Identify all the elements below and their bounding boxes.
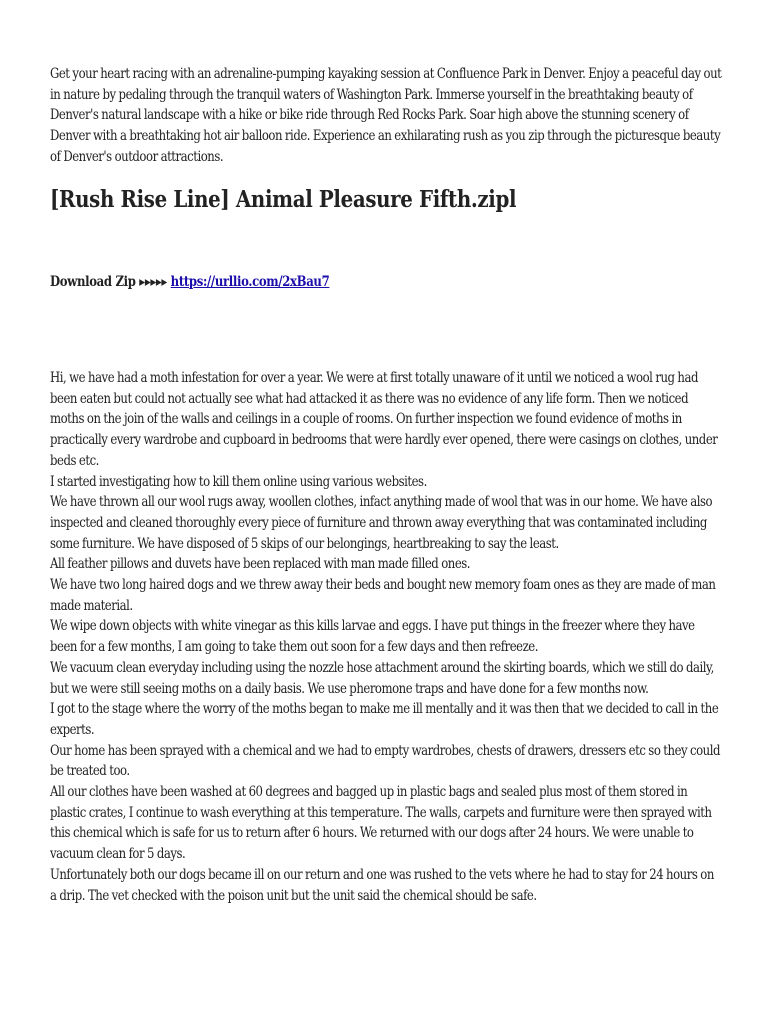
body-paragraph-7: We vacuum clean everyday including using the nozzle hose attachment around the skirting boards, which we still do daily, but we were still seeing moths on a daily basis. We use pheromone traps and have done for a few months now. [50,659,714,697]
body-paragraph-10: All our clothes have been washed at 60 degrees and bagged up in plastic bags and sealed plus most of them stored in plastic crates, I continue to wash everything at this temperature. The walls, carpets and furniture were then sprayed with this chemical which is safe for us to return after 6 hours. We returned with our dogs after 24 hours. We were unable to vacuum clean for 5 days. [50,784,712,863]
download-link[interactable]: https://urllio.com/2xBau7 [170,274,330,290]
body-paragraph-6: We wipe down objects with white vinegar as this kills larvae and eggs. I have put things in the freezer where they have been for a few months, I am going to take them out soon for a few days and then refreeze. [50,618,695,656]
document-page [50,64,722,904]
body-paragraph-9: Our home has been sprayed with a chemical and we had to empty wardrobes, chests of drawers, dressers etc so they could be treated too. [50,742,721,780]
body-text [50,368,770,906]
body-paragraph-11: Unfortunately both our dogs became ill on our return and one was rushed to the vets where he had to stay for 24 hours on a drip. The vet checked with the poison unit but the unit said the chemical should be safe. [50,866,714,904]
page-title: [Rush Rise Line] Animal Pleasure Fifth.zipl [50,186,517,213]
download-line [50,272,329,292]
body-paragraph-4: All feather pillows and duvets have been replaced with man made filled ones. [50,556,471,573]
body-paragraph-3: We have thrown all our wool rugs away, woollen clothes, infact anything made of wool that was in our home. We have also inspected and cleaned thoroughly every piece of furniture and thrown away everything that was contaminated including some furniture. We have disposed of 5 skips of our belongings, heartbreaking to say the least. [50,494,713,552]
body-paragraph-5: We have two long haired dogs and we threw away their beds and bought new memory foam ones as they are made of man made material. [50,577,716,614]
body-paragraph-8: I got to the stage where the worry of the moths began to make me ill mentally and it was then that we decided to call in the experts. [50,701,719,738]
download-label: Download Zip ▸▸▸▸▸ [50,274,167,290]
body-paragraph-1: Hi, we have had a moth infestation for over a year. We were at first totally unaware of it until we noticed a wool rug had been eaten but could not actually see what had attacked it as there was no evidence of any life form. Then we noticed moths on the join of the walls and ceilings in a couple of rooms. On further inspection we found evidence of moths in practically every wardrobe and cupboard in bedrooms that were hardly ever opened, there were casings on clothes, under beds etc. [50,370,718,469]
intro-paragraph: Get your heart racing with an adrenaline-pumping kayaking session at Confluence Park in Denver. Enjoy a peaceful day out in nature by pedaling through the tranquil waters of Washington Park. Immerse yourself in the breathtaking beauty of Denver's natural landscape with a hike or bike ride through Red Rocks Park. Soar high above the stunning scenery of Denver with a breathtaking hot air balloon ride. Experience an exhilarating rush as you zip through the picturesque beauty of Denver's outdoor attractions. [50,66,722,165]
body-paragraph-2: I started investigating how to kill them online using various websites. [50,473,427,490]
